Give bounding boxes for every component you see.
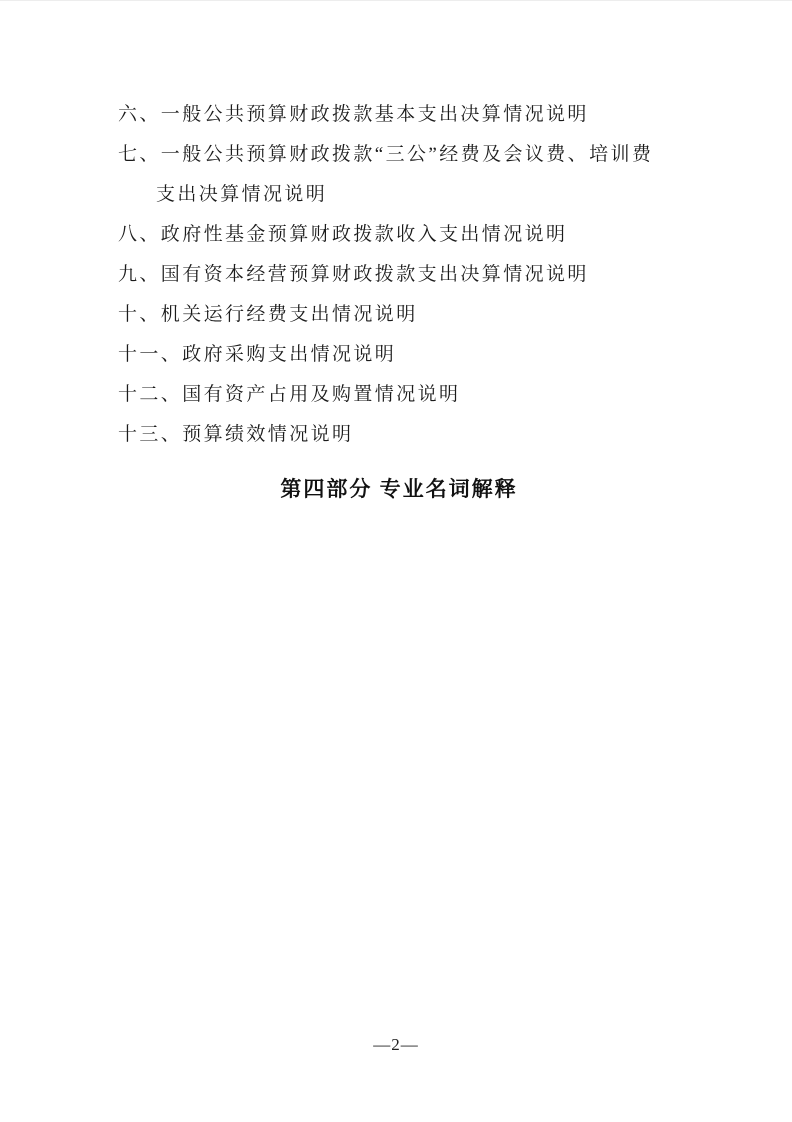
toc-item-6: 六、一般公共预算财政拨款基本支出决算情况说明 (118, 104, 589, 125)
toc-item-9: 九、国有资本经营预算财政拨款支出决算情况说明 (118, 264, 589, 285)
page-number: —2— (373, 1035, 419, 1054)
section-heading: 第四部分 专业名词解释 (280, 477, 518, 501)
toc-item-7-continuation: 支出决算情况说明 (156, 184, 328, 205)
toc-item-12: 十二、国有资产占用及购置情况说明 (118, 384, 461, 405)
toc-item-11: 十一、政府采购支出情况说明 (118, 344, 397, 365)
toc-item-10: 十、机关运行经费支出情况说明 (118, 304, 418, 325)
table-of-contents (118, 95, 680, 509)
toc-item-8: 八、政府性基金预算财政拨款收入支出情况说明 (118, 224, 568, 245)
toc-item-13: 十三、预算绩效情况说明 (118, 424, 354, 445)
toc-item-7: 七、一般公共预算财政拨款“三公”经费及会议费、培训费 (118, 144, 654, 165)
